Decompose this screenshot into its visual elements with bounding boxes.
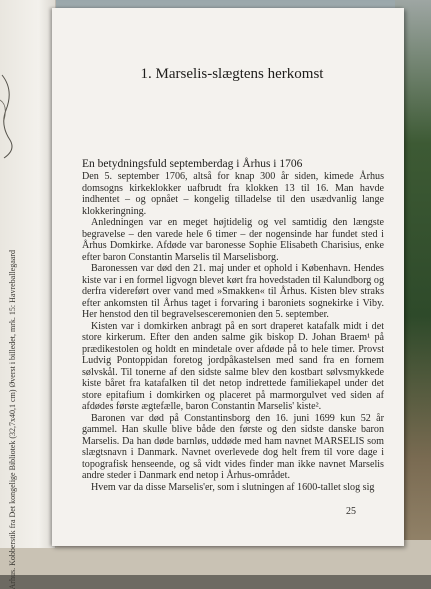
chapter-title: 1. Marselis-slægtens herkomst bbox=[140, 66, 324, 82]
paragraph: Hvem var da disse Marselis'er, som i slutningen af 1600-tallet slog sig bbox=[91, 481, 375, 493]
paragraph: Anledningen var en meget højtidelig og vel samtidig den længste begravelse – den varede hele 6 timer – der nogensinde har fundet sted i Århus Domkirke. Afdøde var baronesse Sophie Elisabeth Charisius, enke efter baron Constantin Marselis til Marselisborg. bbox=[82, 217, 384, 263]
paragraph: Baronen var død på Constantinsborg den 16. juni 1699 kun 52 år gammel. Han skulle blive både den første og den sidste danske baron Marselis. Da han døde barnløs, uddøde med ham navnet MARSELIS som slægtsnavn i Danmark. Navnet overlevede dog helt frem til vore dage i topografisk henseende, og så vidt vides finder man ikke navnet Marselis andre steder i Danmark end netop i Århus-området. bbox=[82, 412, 384, 481]
book-page bbox=[52, 8, 404, 546]
page-number: 25 bbox=[346, 506, 356, 517]
body-text bbox=[82, 171, 384, 493]
margin-caption: Arhus. Kobberstik fra Det kongelige Bibliotek (32,7x40,1 cm) Øverst i billedet, mrk. 15: Havreballegaard bbox=[8, 250, 17, 589]
left-page bbox=[0, 0, 56, 589]
paragraph: Den 5. september 1706, altså for knap 300 år siden, kimede Århus domsogns kirkeklokker uafbrudt fra klokken 13 til 16. Man havde indhentet – og opnået – kongelig tilladelse til den usædvanlig lange klokkeringning. bbox=[82, 171, 384, 217]
engraving-fragment bbox=[0, 70, 20, 160]
section-heading: En betydningsfuld septemberdag i Århus i 1706 bbox=[82, 158, 303, 170]
paragraph: Kisten var i domkirken anbragt på en sort draperet katafalk midt i det store kirkerum. Efter den anden salme gik biskop D. Johan Braem¹ på prædikestolen og holdt en mindetale over afdøde på to hele timer. Provst Ludvig Pontoppidan foretog jordpåkastelsen med sand fra en fornem sølvskål. Til tonerne af den sidste salme blev den kostbart sølvsmykkede kiste båret fra katafalken til det netop indrettede familiekapel under det store epitafium i domkirken og placeret på marmorgulvet ved siden af afdødes første ægtefælle, baron Constantin Marselis' kiste². bbox=[82, 320, 384, 412]
paragraph: Baronessen var død den 21. maj under et ophold i København. Hendes kiste var i en formel ligvogn blevet kørt fra hovedstaden til Kalundborg og derfra videreført over vand med »Smakken« til Århus. Kisten blev straks efter ankomsten til Århus taget i forvaring i baroniets sognekirke i Viby. Her henstod den til begravelsesceremonien den 5. september. bbox=[82, 263, 384, 320]
